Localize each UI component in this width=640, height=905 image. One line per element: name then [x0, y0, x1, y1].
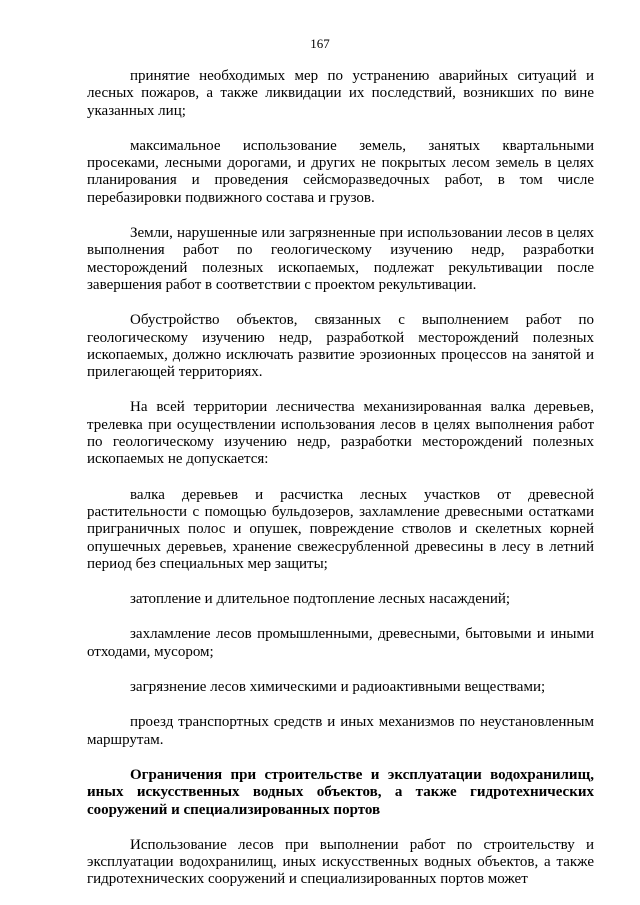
list-item-pollution: загрязнение лесов химическими и радиоактивными веществами; — [130, 679, 546, 696]
paragraph-reservoir-construction: Использование лесов при выполнении работ по строительству и эксплуатации водохранилищ, иных искусственных водных объектов, а также гидротехнических сооружений и специализированных портов может — [87, 836, 594, 888]
paragraph-land-use-seismic: максимальное использование земель, занятых квартальными просеками, лесными дорогами, и других не покрытых лесом земель в целях планирования и проведения сейсморазведочных работ, в том числе перебазировки подвижного состава и грузов. — [87, 137, 594, 206]
page-number: 167 — [310, 36, 330, 51]
list-item-vehicle-routes: проезд транспортных средств и иных механизмов по неустановленным маршрутам. — [87, 714, 594, 748]
list-item-flooding: затопление и длительное подтопление лесных насаждений; — [130, 591, 511, 608]
paragraph-emergency-measures: принятие необходимых мер по устранению аварийных ситуаций и лесных пожаров, а также ликвидации их последствий, возникших по вине указанных лиц; — [87, 68, 594, 119]
list-item-bulldozer-clearing: валка деревьев и расчистка лесных участков от древесной растительности с помощью бульдозеров, захламление древесными остатками приграничных полос и опушек, повреждение стволов и скелетных корней опушечных деревьев, хранение свежесрубленной древесины в лесу в летний период без специальных мер защиты; — [87, 486, 594, 572]
page-body — [87, 68, 594, 889]
paragraph-prohibitions-intro: На всей территории лесничества механизированная валка деревьев, трелевка при осуществлении использования лесов в целях выполнения работ по геологическому изучению недр, разработки месторождений полезных ископаемых не допускается: — [87, 399, 594, 468]
section-heading-reservoirs: Ограничения при строительстве и эксплуатации водохранилищ, иных искусственных водных объектов, а также гидротехнических сооружений и специализированных портов — [87, 766, 594, 818]
list-item-littering: захламление лесов промышленными, древесными, бытовыми и иными отходами, мусором; — [87, 626, 594, 660]
paragraph-land-reclamation: Земли, нарушенные или загрязненные при использовании лесов в целях выполнения работ по геологическому изучению недр, разработки месторождений полезных ископаемых, подлежат рекультивации после завершения работ в соответствии с проектом рекультивации. — [87, 225, 594, 293]
paragraph-erosion-prevention: Обустройство объектов, связанных с выполнением работ по геологическому изучению недр, разработкой месторождений полезных ископаемых, должно исключать развитие эрозионных процессов на занятой и прилегающей территориях. — [87, 312, 594, 381]
